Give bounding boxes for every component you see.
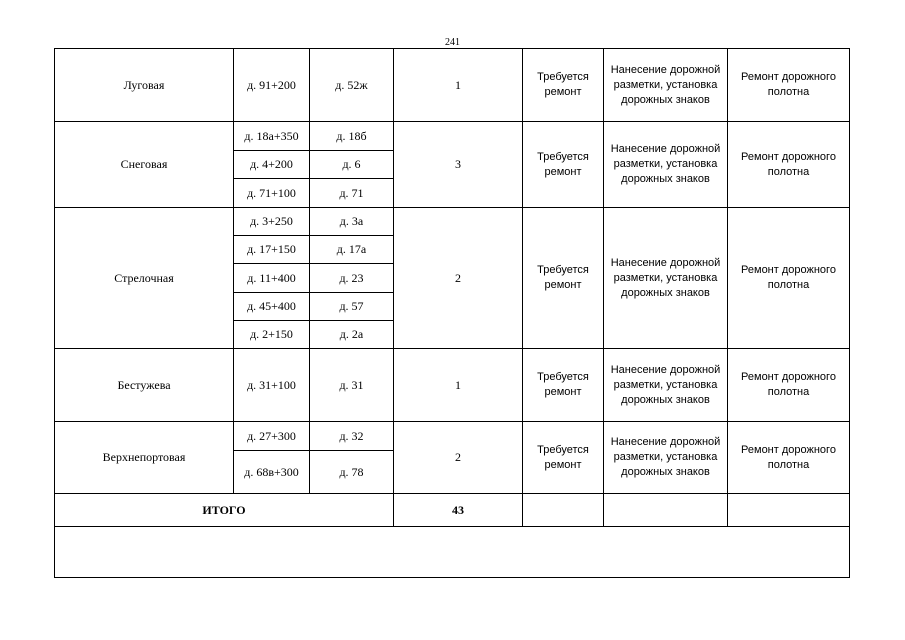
status-text: Требуется ремонт [523,349,604,422]
segment-end: д. 18б [310,122,394,151]
segment-start: д. 18а+350 [234,122,310,151]
table-body [55,49,850,578]
segment-start: д. 91+200 [234,49,310,122]
segment-start: д. 27+300 [234,422,310,451]
status-text: Требуется ремонт [523,49,604,122]
status-text: Требуется ремонт [523,208,604,349]
work-description: Нанесение дорожной разметки, установка дорожных знаков [604,422,728,494]
page-number: 241 [445,37,460,48]
street-name: Бестужева [55,349,234,422]
segment-start: д. 3+250 [234,208,310,236]
total-row [55,494,850,527]
work-description: Нанесение дорожной разметки, установка дорожных знаков [604,349,728,422]
segment-start: д. 68в+300 [234,451,310,494]
segment-start: д. 17+150 [234,236,310,264]
count-value: 2 [394,422,523,494]
segment-start: д. 11+400 [234,264,310,293]
empty-cell [55,527,850,578]
segment-start: д. 71+100 [234,179,310,208]
count-value: 2 [394,208,523,349]
table-row [55,422,850,451]
segment-end: д. 2а [310,321,394,349]
segment-start: д. 31+100 [234,349,310,422]
table-row [55,122,850,151]
segment-start: д. 45+400 [234,293,310,321]
repair-description: Ремонт дорожного полотна [728,49,850,122]
segment-end: д. 3а [310,208,394,236]
total-empty-cell [604,494,728,527]
repair-description: Ремонт дорожного полотна [728,422,850,494]
total-label: ИТОГО [55,494,394,527]
count-value: 1 [394,49,523,122]
repair-description: Ремонт дорожного полотна [728,122,850,208]
segment-start: д. 2+150 [234,321,310,349]
street-name: Луговая [55,49,234,122]
empty-row [55,527,850,578]
status-text: Требуется ремонт [523,422,604,494]
street-name: Снеговая [55,122,234,208]
work-description: Нанесение дорожной разметки, установка дорожных знаков [604,122,728,208]
segment-end: д. 6 [310,151,394,179]
table-row [55,49,850,122]
segment-end: д. 57 [310,293,394,321]
segment-end: д. 78 [310,451,394,494]
work-description: Нанесение дорожной разметки, установка дорожных знаков [604,208,728,349]
segment-end: д. 23 [310,264,394,293]
table-row [55,349,850,422]
total-empty-cell [523,494,604,527]
segment-end: д. 32 [310,422,394,451]
segment-end: д. 52ж [310,49,394,122]
count-value: 1 [394,349,523,422]
repair-description: Ремонт дорожного полотна [728,349,850,422]
segment-end: д. 71 [310,179,394,208]
work-description: Нанесение дорожной разметки, установка дорожных знаков [604,49,728,122]
segment-end: д. 31 [310,349,394,422]
total-value: 43 [394,494,523,527]
total-empty-cell [728,494,850,527]
road-repair-table [54,48,850,578]
street-name: Стрелочная [55,208,234,349]
segment-end: д. 17а [310,236,394,264]
repair-description: Ремонт дорожного полотна [728,208,850,349]
count-value: 3 [394,122,523,208]
status-text: Требуется ремонт [523,122,604,208]
table-row [55,208,850,236]
street-name: Верхнепортовая [55,422,234,494]
segment-start: д. 4+200 [234,151,310,179]
